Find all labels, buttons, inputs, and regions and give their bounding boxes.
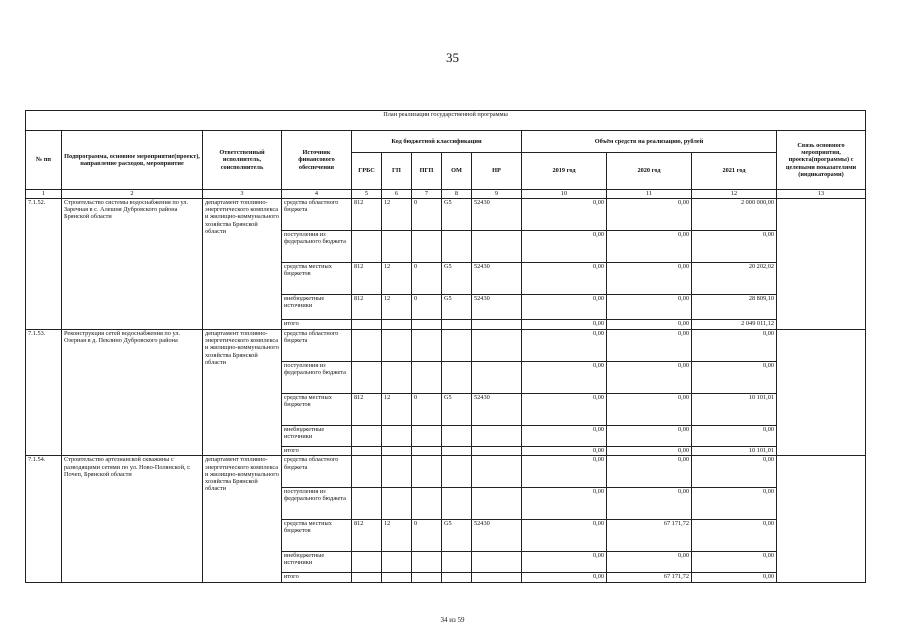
- gp-cell: 12: [382, 262, 412, 294]
- grbs-cell: [352, 552, 382, 573]
- om-cell: G5: [442, 393, 472, 425]
- header-grbs: ГРБС: [352, 153, 382, 190]
- om-cell: [442, 230, 472, 262]
- om-cell: G5: [442, 199, 472, 231]
- amount-2021: 0,00: [692, 230, 777, 262]
- gp-cell: [382, 552, 412, 573]
- col-number: 13: [777, 190, 866, 199]
- header-2019: 2019 год: [522, 153, 607, 190]
- pgp-cell: 0: [412, 393, 442, 425]
- amount-2020: 0,00: [607, 262, 692, 294]
- funding-source: поступления из федерального бюджета: [282, 488, 352, 520]
- om-cell: [442, 329, 472, 361]
- om-cell: [442, 552, 472, 573]
- header-source: Источник финансового обеспечения: [282, 131, 352, 190]
- grbs-cell: [352, 361, 382, 393]
- np-cell: [472, 552, 522, 573]
- amount-2021: 28 809,10: [692, 294, 777, 320]
- np-cell: [472, 456, 522, 488]
- table-row: [26, 456, 866, 488]
- gp-cell: [382, 361, 412, 393]
- amount-2021: 0,00: [692, 361, 777, 393]
- om-cell: [442, 456, 472, 488]
- col-number: 12: [692, 190, 777, 199]
- amount-2020: 0,00: [607, 488, 692, 520]
- gp-cell: 12: [382, 294, 412, 320]
- amount-2020: 67 171,72: [607, 520, 692, 552]
- grbs-cell: 812: [352, 393, 382, 425]
- amount-2019: 0,00: [522, 294, 607, 320]
- amount-2021: 0,00: [692, 456, 777, 488]
- om-cell: [442, 425, 472, 446]
- funding-source: внебюджетные источники: [282, 425, 352, 446]
- col-number: 6: [382, 190, 412, 199]
- gp-cell: [382, 230, 412, 262]
- program-plan-table: [25, 110, 866, 583]
- header-2020: 2020 год: [607, 153, 692, 190]
- amount-2020: 0,00: [607, 230, 692, 262]
- page-number: 35: [446, 50, 459, 65]
- gp-cell: [382, 488, 412, 520]
- amount-2021: 0,00: [692, 552, 777, 573]
- grbs-cell: [352, 456, 382, 488]
- total-2020: 0,00: [607, 446, 692, 456]
- pgp-cell: 0: [412, 262, 442, 294]
- amount-2019: 0,00: [522, 552, 607, 573]
- header-link: Связь основного мероприятия, проекта(программы) с целевыми показателями (индикаторами): [777, 131, 866, 190]
- measure-name: Реконструкция сетей водоснабжения по ул. Озерная в д. Пеклино Дубровского района: [62, 329, 203, 456]
- funding-source: средства местных бюджетов: [282, 262, 352, 294]
- gp-cell: [382, 456, 412, 488]
- grbs-cell: 812: [352, 294, 382, 320]
- np-cell: 52430: [472, 262, 522, 294]
- pgp-cell: [412, 488, 442, 520]
- amount-2019: 0,00: [522, 262, 607, 294]
- header-2021: 2021 год: [692, 153, 777, 190]
- np-cell: [472, 425, 522, 446]
- amount-2019: 0,00: [522, 329, 607, 361]
- amount-2019: 0,00: [522, 199, 607, 231]
- amount-2020: 0,00: [607, 393, 692, 425]
- table-row: [26, 329, 866, 361]
- header-np: НР: [472, 153, 522, 190]
- funding-source: средства местных бюджетов: [282, 393, 352, 425]
- row-num: 7.1.52.: [26, 199, 62, 330]
- col-number: 5: [352, 190, 382, 199]
- pgp-cell: 0: [412, 294, 442, 320]
- row-num: 7.1.54.: [26, 456, 62, 583]
- header-subprogram: Подпрограмма, основное мероприятие(проект), направление расходов, мероприятие: [62, 131, 203, 190]
- total-label: итого: [282, 573, 352, 583]
- funding-source: средства местных бюджетов: [282, 520, 352, 552]
- amount-2020: 0,00: [607, 361, 692, 393]
- amount-2021: 2 000 000,00: [692, 199, 777, 231]
- grbs-cell: 812: [352, 520, 382, 552]
- total-label: итого: [282, 320, 352, 330]
- funding-source: внебюджетные источники: [282, 294, 352, 320]
- pgp-cell: [412, 425, 442, 446]
- total-2020: 0,00: [607, 320, 692, 330]
- amount-2020: 0,00: [607, 199, 692, 231]
- amount-2019: 0,00: [522, 456, 607, 488]
- link-cell: [777, 329, 866, 456]
- amount-2020: 0,00: [607, 329, 692, 361]
- np-cell: 52430: [472, 393, 522, 425]
- executor: департамент топливно-энергетического комплекса и жилищно-коммунального хозяйства Брянской области: [203, 199, 282, 330]
- header-gp: ГП: [382, 153, 412, 190]
- np-cell: 52430: [472, 294, 522, 320]
- grbs-cell: [352, 425, 382, 446]
- gp-cell: [382, 329, 412, 361]
- measure-name: Строительство системы водоснабжения по ул. Заречная в с. Алешня Дубровского района Брянской области: [62, 199, 203, 330]
- amount-2019: 0,00: [522, 393, 607, 425]
- np-cell: 52430: [472, 520, 522, 552]
- funding-source: средства областного бюджета: [282, 456, 352, 488]
- pgp-cell: [412, 361, 442, 393]
- funding-source: средства областного бюджета: [282, 329, 352, 361]
- executor: департамент топливно-энергетического комплекса и жилищно-коммунального хозяйства Брянской области: [203, 456, 282, 583]
- total-2019: 0,00: [522, 320, 607, 330]
- np-cell: [472, 329, 522, 361]
- amount-2019: 0,00: [522, 520, 607, 552]
- gp-cell: 12: [382, 520, 412, 552]
- total-2021: 0,00: [692, 573, 777, 583]
- amount-2021: 20 202,02: [692, 262, 777, 294]
- header-pgp: ПГП: [412, 153, 442, 190]
- header-om: ОМ: [442, 153, 472, 190]
- funding-source: поступления из федерального бюджета: [282, 230, 352, 262]
- total-2021: 2 049 011,12: [692, 320, 777, 330]
- funding-source: поступления из федерального бюджета: [282, 361, 352, 393]
- amount-2021: 10 101,01: [692, 393, 777, 425]
- pgp-cell: [412, 329, 442, 361]
- np-cell: [472, 361, 522, 393]
- amount-2020: 0,00: [607, 425, 692, 446]
- om-cell: G5: [442, 294, 472, 320]
- grbs-cell: 812: [352, 199, 382, 231]
- grbs-cell: [352, 488, 382, 520]
- header-executor: Ответственный исполнитель, соисполнитель: [203, 131, 282, 190]
- amount-2019: 0,00: [522, 488, 607, 520]
- amount-2020: 0,00: [607, 456, 692, 488]
- grbs-cell: [352, 230, 382, 262]
- pgp-cell: [412, 230, 442, 262]
- amount-2020: 0,00: [607, 294, 692, 320]
- pgp-cell: 0: [412, 520, 442, 552]
- amount-2019: 0,00: [522, 230, 607, 262]
- header-num: № пп: [26, 131, 62, 190]
- np-cell: [472, 488, 522, 520]
- om-cell: [442, 361, 472, 393]
- total-2021: 10 101,01: [692, 446, 777, 456]
- grbs-cell: 812: [352, 262, 382, 294]
- executor: департамент топливно-энергетического комплекса и жилищно-коммунального хозяйства Брянской области: [203, 329, 282, 456]
- header-budget-code: Код бюджетной классификации: [352, 131, 522, 153]
- col-number: 7: [412, 190, 442, 199]
- om-cell: G5: [442, 520, 472, 552]
- link-cell: [777, 456, 866, 583]
- grbs-cell: [352, 329, 382, 361]
- total-2019: 0,00: [522, 573, 607, 583]
- amount-2021: 0,00: [692, 425, 777, 446]
- col-number: 9: [472, 190, 522, 199]
- gp-cell: 12: [382, 199, 412, 231]
- om-cell: [442, 488, 472, 520]
- col-number: 1: [26, 190, 62, 199]
- amount-2020: 0,00: [607, 552, 692, 573]
- gp-cell: 12: [382, 393, 412, 425]
- page-footer: 34 из 59: [440, 616, 465, 624]
- pgp-cell: 0: [412, 199, 442, 231]
- amount-2019: 0,00: [522, 361, 607, 393]
- np-cell: 52430: [472, 199, 522, 231]
- amount-2019: 0,00: [522, 425, 607, 446]
- total-label: итого: [282, 446, 352, 456]
- amount-2021: 0,00: [692, 329, 777, 361]
- header-volume: Объём средств на реализацию, рублей: [522, 131, 777, 153]
- col-number: 4: [282, 190, 352, 199]
- amount-2021: 0,00: [692, 520, 777, 552]
- total-2019: 0,00: [522, 446, 607, 456]
- om-cell: G5: [442, 262, 472, 294]
- measure-name: Строительство артезианской скважины с разводящими сетями по ул. Ново-Полянской, г. Почеп, Брянской области: [62, 456, 203, 583]
- col-number: 10: [522, 190, 607, 199]
- col-number: 2: [62, 190, 203, 199]
- np-cell: [472, 230, 522, 262]
- pgp-cell: [412, 552, 442, 573]
- total-2020: 67 171,72: [607, 573, 692, 583]
- link-cell: [777, 199, 866, 330]
- amount-2021: 0,00: [692, 488, 777, 520]
- pgp-cell: [412, 456, 442, 488]
- col-number: 8: [442, 190, 472, 199]
- row-num: 7.1.53.: [26, 329, 62, 456]
- col-number: 3: [203, 190, 282, 199]
- table-title: План реализации государственной программы: [26, 111, 866, 131]
- gp-cell: [382, 425, 412, 446]
- col-number: 11: [607, 190, 692, 199]
- table-row: [26, 199, 866, 231]
- funding-source: внебюджетные источники: [282, 552, 352, 573]
- funding-source: средства областного бюджета: [282, 199, 352, 231]
